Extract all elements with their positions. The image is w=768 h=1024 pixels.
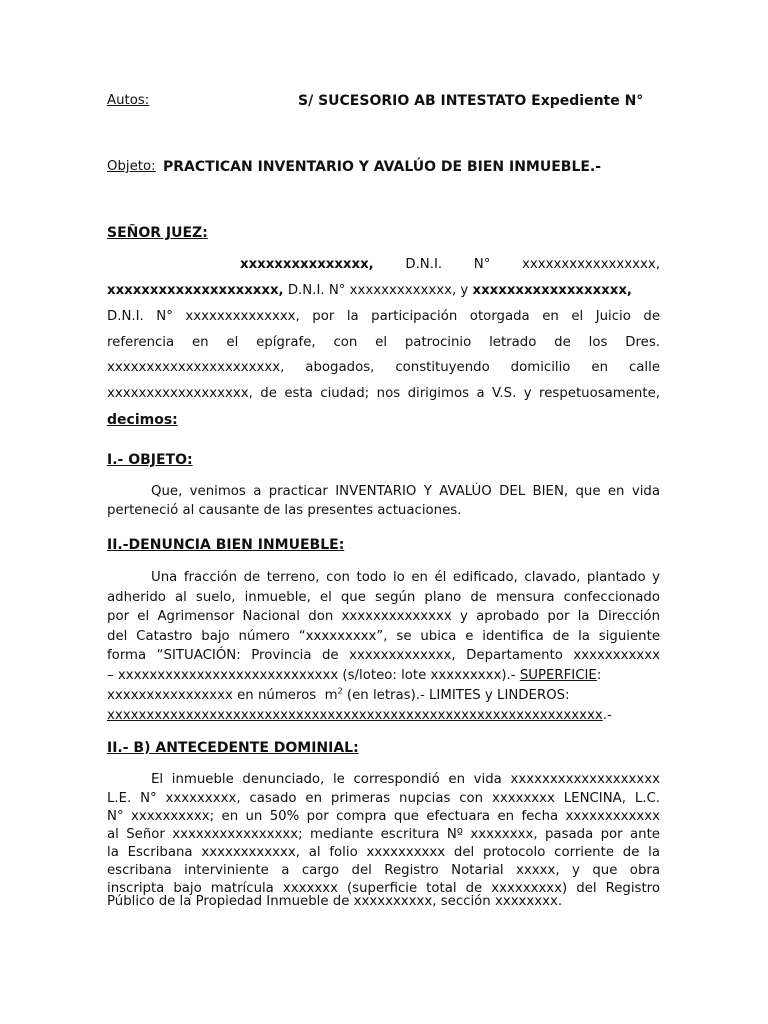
section-2-line-7 xyxy=(107,687,570,705)
section-3-title: II.- B) ANTECEDENTE DOMINIAL: xyxy=(107,740,359,756)
intro-line-2 xyxy=(107,282,632,300)
section-2-line-6-colon: : xyxy=(596,668,602,683)
section-2-line-3: por el Agrimensor Nacional don xxxxxxxxxxxxxx y aprobado por la Dirección xyxy=(107,609,660,624)
section-2-line-6 xyxy=(107,667,601,685)
intro-line-2-text: D.N.I. N° xxxxxxxxxxxxx, y xyxy=(283,283,473,298)
intro-name-1: xxxxxxxxxxxxxxx, xyxy=(240,257,374,272)
section-3-line-4: al Señor xxxxxxxxxxxxxxxx; mediante escritura Nº xxxxxxxx, pasada por ante xyxy=(107,827,660,842)
section-2-line-4: del Catastro bajo número “xxxxxxxxx”, se ubica e identifica de la siguiente xyxy=(107,629,660,644)
section-1-line-1: Que, venimos a practicar INVENTARIO Y AVALÚO DEL BIEN, que en vida xyxy=(151,484,660,499)
autos-value: S/ SUCESORIO AB INTESTATO Expediente N° xyxy=(298,93,644,109)
section-2-line-7-rest: (en letras).- LIMITES y LINDEROS: xyxy=(342,688,570,703)
intro-dni-number: xxxxxxxxxxxxxxxxx, xyxy=(521,257,660,272)
intro-name-2: xxxxxxxxxxxxxxxxxxxx, xyxy=(107,283,284,298)
intro-line-1 xyxy=(240,256,660,274)
section-2-line-2: adherido al suelo, inmueble, el que según plano de mensura confeccionado xyxy=(107,590,660,605)
objeto-label: Objeto: xyxy=(107,159,156,174)
section-3-line-8: Público de la Propiedad Inmueble de xxxxxxxxxx, sección xxxxxxxx. xyxy=(107,894,563,909)
section-3-line-7: inscripta bajo matrícula xxxxxxx (superficie total de xxxxxxxxx) del Registro xyxy=(107,881,660,896)
section-3-line-1: El inmueble denunciado, le correspondió en vida xxxxxxxxxxxxxxxxxxx xyxy=(151,772,660,787)
section-3-line-2: L.E. N° xxxxxxxxx, casado en primeras nupcias con xxxxxxxx LENCINA, L.C. xyxy=(107,791,660,806)
section-1-line-2: perteneció al causante de las presentes actuaciones. xyxy=(107,503,462,518)
superficie-label: SUPERFICIE xyxy=(519,668,597,683)
limites-value: xxxxxxxxxxxxxxxxxxxxxxxxxxxxxxxxxxxxxxxxxxxxxxxxxxxxxxxxxxxxxxx xyxy=(107,708,603,723)
intro-line-3: D.N.I. N° xxxxxxxxxxxxxx, por la participación otorgada en el Juicio de xyxy=(107,309,660,324)
autos-label: Autos: xyxy=(107,93,150,108)
section-2-line-6-text: – xxxxxxxxxxxxxxxxxxxxxxxxxxxx (s/loteo: lote xxxxxxxxx).- xyxy=(107,668,520,683)
intro-line-4: referencia en el epígrafe, con el patrocinio letrado de los Dres. xyxy=(107,335,660,350)
section-3-line-5: la Escribana xxxxxxxxxxxx, al folio xxxxxxxxxx del protocolo corriente de la xyxy=(107,845,660,860)
salutation: SEÑOR JUEZ: xyxy=(107,225,208,241)
section-3-line-3: N° xxxxxxxxxx; en un 50% por compra que efectuara en fecha xxxxxxxxxxxx xyxy=(107,809,660,824)
objeto-value: PRACTICAN INVENTARIO Y AVALÚO DE BIEN INMUEBLE.- xyxy=(163,159,602,175)
section-2-line-1: Una fracción de terreno, con todo lo en él edificado, clavado, plantado y xyxy=(151,570,660,585)
section-2-line-8 xyxy=(107,707,612,725)
intro-dni-label: D.N.I. xyxy=(405,257,443,272)
section-2-line-7-text: xxxxxxxxxxxxxxxx en números m xyxy=(107,688,338,703)
section-1-title: I.- OBJETO: xyxy=(107,452,193,468)
section-2-line-5: forma “SITUACIÓN: Provincia de xxxxxxxxxxxxx, Departamento xxxxxxxxxxx xyxy=(107,648,660,663)
decimos-heading: decimos: xyxy=(107,412,178,428)
section-3-line-6: escribana interviniente a cargo del Registro Notarial xxxxx, y que obra xyxy=(107,863,660,878)
intro-line-5: xxxxxxxxxxxxxxxxxxxxxx, abogados, constituyendo domicilio en calle xyxy=(107,360,660,375)
intro-name-3: xxxxxxxxxxxxxxxxxx, xyxy=(472,283,632,298)
intro-n-label: N° xyxy=(473,257,491,272)
section-2-title: II.-DENUNCIA BIEN INMUEBLE: xyxy=(107,537,345,553)
intro-line-6: xxxxxxxxxxxxxxxxxx, de esta ciudad; nos dirigimos a V.S. y respetuosamente, xyxy=(107,386,660,401)
section-2-line-8-end: .- xyxy=(602,708,612,723)
square-superscript: 2 xyxy=(337,686,343,696)
